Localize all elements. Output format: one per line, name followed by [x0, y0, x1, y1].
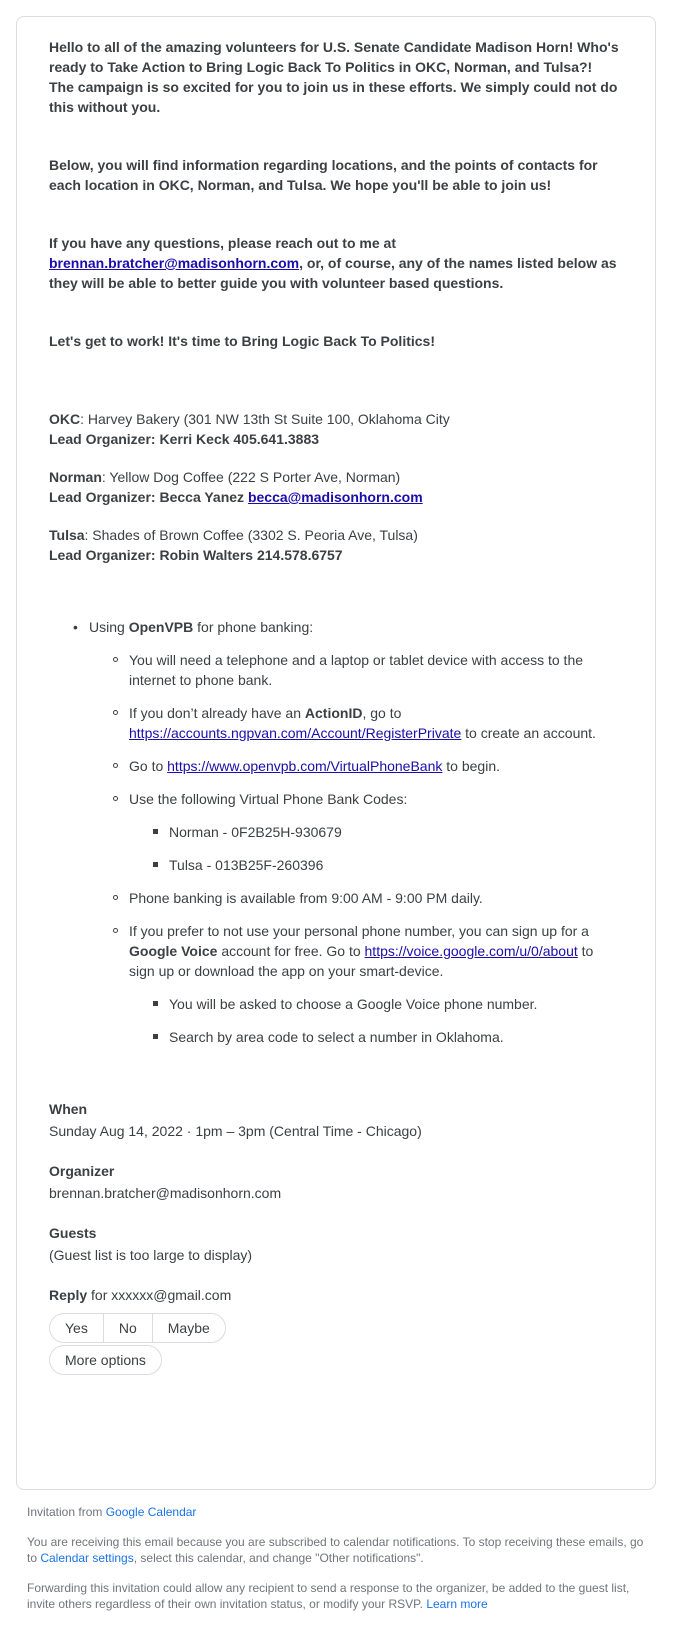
list-item: You will be asked to choose a Google Voice phone number.	[129, 994, 619, 1014]
email-footer	[27, 1504, 647, 1626]
guests-label: Guests	[49, 1225, 97, 1241]
list-item: Tulsa - 013B25F-260396	[129, 855, 619, 875]
intro-paragraph: Below, you will find information regarding locations, and the points of contacts for each location in OKC, Norman, and Tulsa. We hope you'll be able to join us!	[49, 157, 598, 193]
list-item: Search by area code to select a number in Oklahoma.	[129, 1027, 619, 1047]
openvpb-link[interactable]: https://www.openvpb.com/VirtualPhoneBank	[167, 758, 443, 774]
invitation-from-line: Invitation from Google Calendar	[27, 1505, 197, 1519]
google-voice-steps	[129, 994, 619, 1047]
list-item: You will need a telephone and a laptop or tablet device with access to the internet to phone bank.	[89, 650, 619, 690]
guests-value: (Guest list is too large to display)	[49, 1247, 253, 1263]
list-item: If you don’t already have an ActionID, go to https://accounts.ngpvan.com/Account/RegisterPrivate to create an account.	[89, 703, 619, 743]
list-item: Go to https://www.openvpb.com/VirtualPhoneBank to begin.	[89, 756, 619, 776]
organizer-label: Organizer	[49, 1163, 115, 1179]
lead-organizer-okc: Lead Organizer: Kerri Keck 405.641.3883	[49, 431, 320, 447]
organizer-value: brennan.bratcher@madisonhorn.com	[49, 1185, 282, 1201]
more-options-button[interactable]: More options	[49, 1345, 162, 1375]
rsvp-no-button[interactable]: No	[104, 1314, 153, 1342]
rsvp-maybe-button[interactable]: Maybe	[167, 1320, 210, 1336]
location-okc: OKC: Harvey Bakery (301 NW 13th St Suite 100, Oklahoma City	[49, 411, 450, 427]
contact-paragraph: If you have any questions, please reach out to me at brennan.bratcher@madisonhorn.com, or, of course, any of the names listed below as they will be able to better guide you with volunteer based questions.	[49, 235, 617, 291]
locations-section	[49, 409, 619, 565]
forwarding-notice: Forwarding this invitation could allow any recipient to send a response to the organizer, be added to the guest list, invite others regardless of their own invitation status, or modify your RSVP. Learn more	[27, 1581, 630, 1611]
event-invitation-card	[16, 16, 656, 1490]
list-item: Phone banking is available from 9:00 AM - 9:00 PM daily.	[89, 888, 619, 908]
register-link[interactable]: https://accounts.ngpvan.com/Account/RegisterPrivate	[129, 725, 462, 741]
rsvp-button-group	[49, 1313, 226, 1343]
rsvp-yes-button[interactable]: Yes	[50, 1314, 104, 1342]
google-voice-link[interactable]: https://voice.google.com/u/0/about	[364, 943, 578, 959]
list-item: If you prefer to not use your personal phone number, you can sign up for a Google Voice account for free. Go to https://voice.google.com/u/0/about to sign up or download the app on your smart-device. You will be asked to choose a Google Voice phone number. Search by area code to select a number in Oklahoma.	[89, 921, 619, 1047]
phone-banking-list	[49, 617, 619, 1047]
phone-bank-codes	[129, 822, 619, 875]
location-tulsa: Tulsa: Shades of Brown Coffee (3302 S. Peoria Ave, Tulsa)	[49, 527, 418, 543]
event-description	[49, 37, 619, 1375]
reply-line: Reply for xxxxxx@gmail.com	[49, 1287, 232, 1303]
learn-more-link[interactable]: Learn more	[426, 1597, 488, 1611]
subscription-notice: You are receiving this email because you are subscribed to calendar notifications. To stop receiving these emails, go to Calendar settings, select this calendar, and change "Other notifications".	[27, 1535, 644, 1565]
lead-organizer-norman: Lead Organizer: Becca Yanez becca@madisonhorn.com	[49, 489, 423, 505]
list-item: Use the following Virtual Phone Bank Codes: Norman - 0F2B25H-930679 Tulsa - 013B25F-260396	[89, 789, 619, 875]
event-details	[49, 1099, 619, 1375]
when-label: When	[49, 1101, 88, 1117]
call-to-action: Let's get to work! It's time to Bring Logic Back To Politics!	[49, 333, 435, 349]
intro-section	[49, 37, 619, 351]
intro-paragraph: Hello to all of the amazing volunteers for U.S. Senate Candidate Madison Horn! Who's ready to Take Action to Bring Logic Back To Politics in OKC, Norman, and Tulsa?! The campaign is so excited for you to join us in these efforts. We simply could not do this without you.	[49, 39, 619, 115]
lead-organizer-tulsa: Lead Organizer: Robin Walters 214.578.6757	[49, 547, 343, 563]
phone-banking-sublist	[89, 650, 619, 1047]
contact-email-link[interactable]: brennan.bratcher@madisonhorn.com	[49, 255, 300, 271]
google-calendar-link[interactable]: Google Calendar	[105, 1505, 197, 1519]
list-item: • Using OpenVPB for phone banking: You will need a telephone and a laptop or tablet device with access to the internet to phone bank. If you don’t already have an ActionID, go to https://accounts.ngpvan.com/Account/RegisterPrivate to create an account. Go to https://www.openvpb.com/VirtualPhoneBank to begin. Use the following Virtual Phone Bank Codes: Norman - 0F2B25H-930679 Tulsa - 013B25F-260396 Phone banking is available from 9:00 AM - 9:00 PM daily. If you prefer to not use your personal phone number, you can sign up for a Google Voice account for free. Go to https://voice.google.com/u/0/about to sign up or download the app on your smart-device. You will be asked to choose a Google Voice phone number. Search by area code to select a number in Oklahoma.	[49, 617, 619, 1047]
location-norman: Norman: Yellow Dog Coffee (222 S Porter Ave, Norman)	[49, 469, 401, 485]
calendar-settings-link[interactable]: Calendar settings	[40, 1551, 134, 1565]
list-item: Norman - 0F2B25H-930679	[129, 822, 619, 842]
norman-email-link[interactable]: becca@madisonhorn.com	[247, 489, 423, 505]
when-value: Sunday Aug 14, 2022 · 1pm – 3pm (Central Time - Chicago)	[49, 1123, 422, 1139]
